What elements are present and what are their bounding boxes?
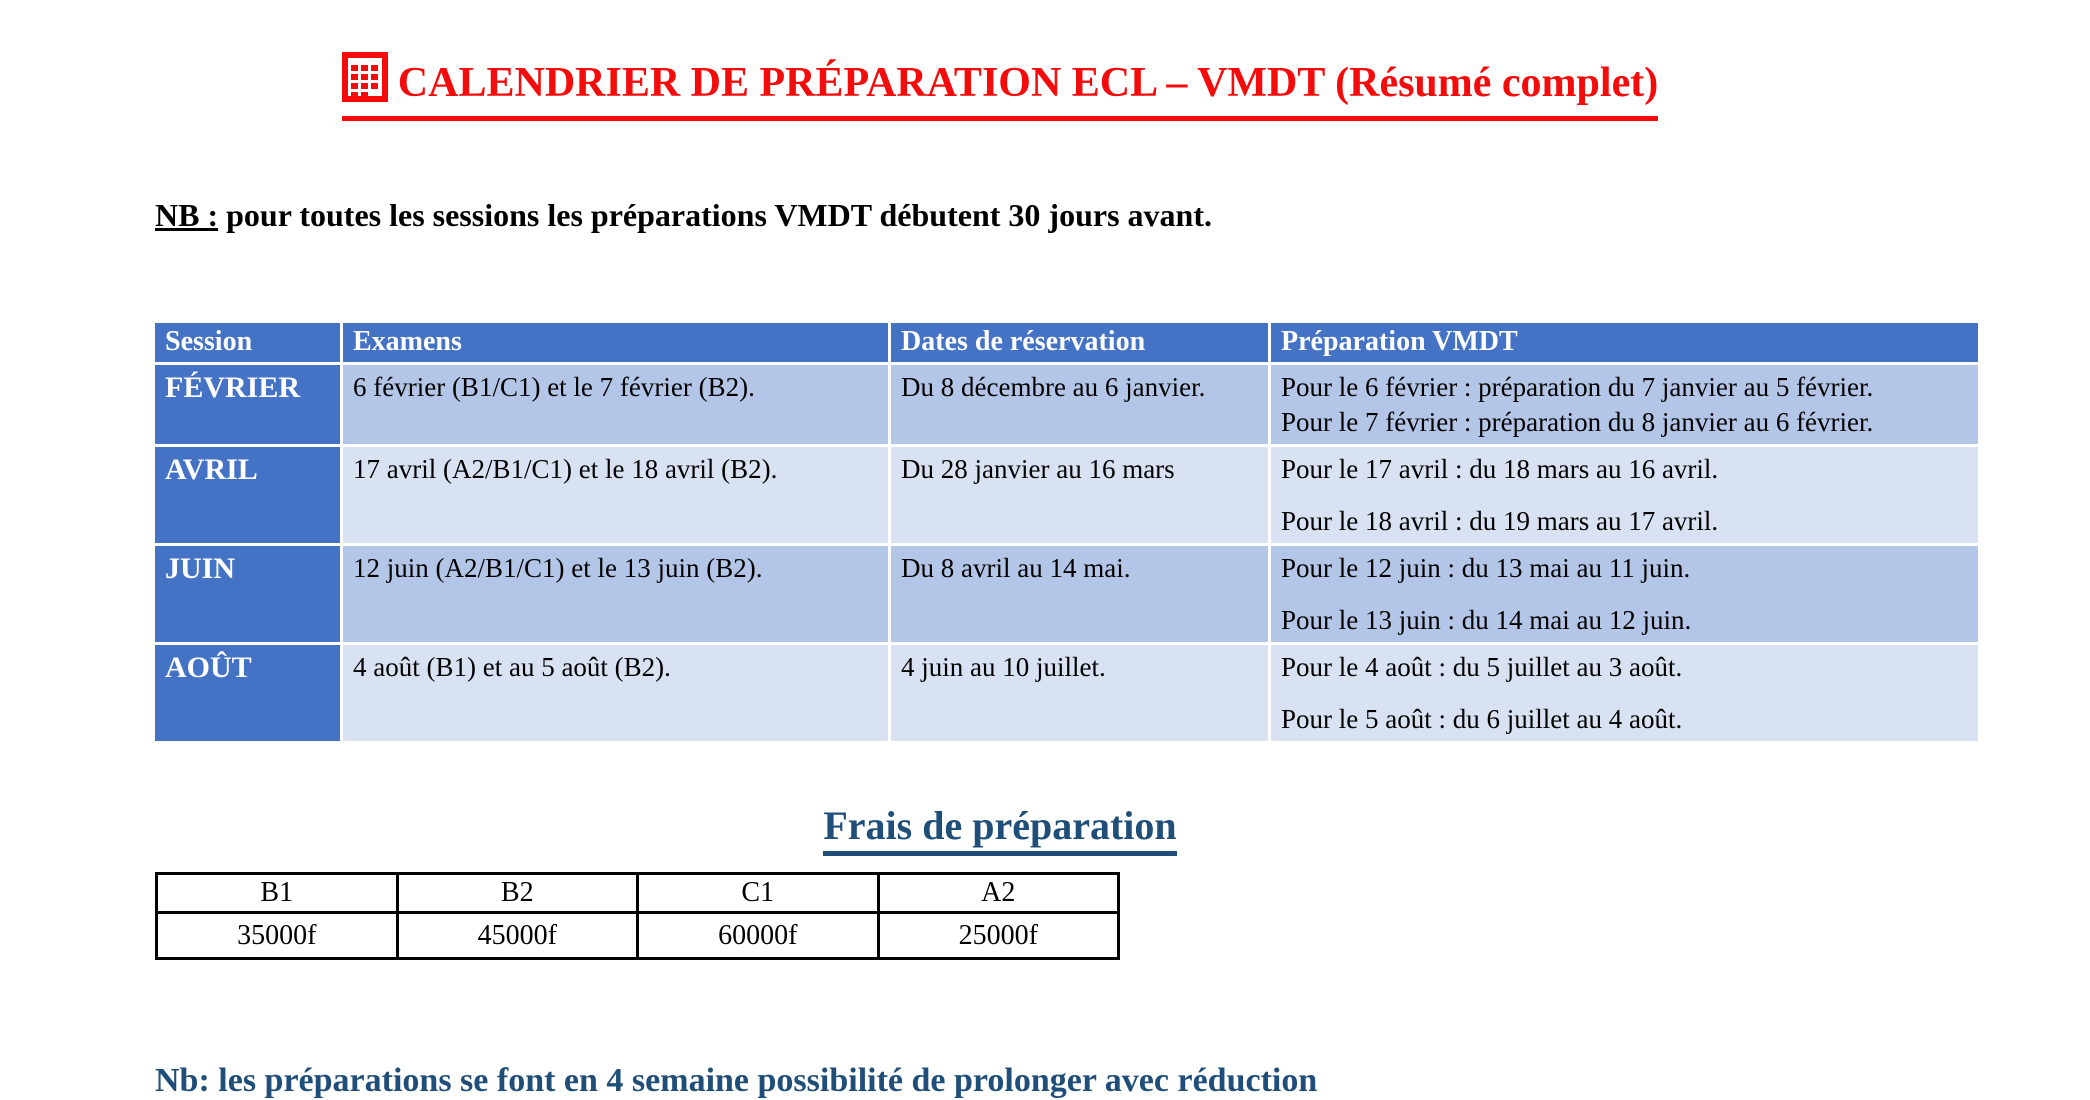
calendar-header-row — [154, 322, 1980, 364]
session-cell: JUIN — [154, 545, 342, 644]
table-row-aout — [154, 644, 1980, 743]
preparation-line: Pour le 13 juin : du 14 mai au 12 juin. — [1281, 605, 1692, 635]
col-header-preparation: Préparation VMDT — [1270, 322, 1980, 364]
col-header-reservation: Dates de réservation — [890, 322, 1270, 364]
table-row-avril — [154, 446, 1980, 545]
reservation-cell: Du 28 janvier au 16 mars — [890, 446, 1270, 545]
fees-heading-wrap — [155, 802, 1845, 856]
examens-cell: 6 février (B1/C1) et le 7 février (B2). — [342, 364, 890, 446]
preparation-cell — [1270, 545, 1980, 644]
calendar-table — [152, 320, 1981, 744]
preparation-line: Pour le 7 février : préparation du 8 janvier au 6 février. — [1281, 407, 1874, 437]
preparation-line: Pour le 17 avril : du 18 mars au 16 avril. — [1281, 454, 1719, 484]
preparation-cell — [1270, 446, 1980, 545]
document-page — [0, 50, 2090, 1099]
fee-amount: 60000f — [638, 913, 879, 959]
fee-amount: 45000f — [397, 913, 638, 959]
reservation-cell: Du 8 décembre au 6 janvier. — [890, 364, 1270, 446]
fee-level: C1 — [638, 874, 879, 913]
examens-cell: 4 août (B1) et au 5 août (B2). — [342, 644, 890, 743]
col-header-examens: Examens — [342, 322, 890, 364]
preparation-line: Pour le 5 août : du 6 juillet au 4 août. — [1281, 704, 1683, 734]
reservation-cell: Du 8 avril au 14 mai. — [890, 545, 1270, 644]
nb-text: pour toutes les sessions les préparations VMDT débutent 30 jours avant. — [218, 197, 1212, 233]
preparation-cell — [1270, 644, 1980, 743]
col-header-session: Session — [154, 322, 342, 364]
preparation-line: Pour le 18 avril : du 19 mars au 17 avril. — [1281, 506, 1719, 536]
fee-level: A2 — [878, 874, 1119, 913]
page-title — [342, 50, 1658, 121]
preparation-line: Pour le 4 août : du 5 juillet au 3 août. — [1281, 652, 1683, 682]
nb-label: NB : — [155, 197, 219, 233]
fee-level: B2 — [397, 874, 638, 913]
footer-note: Nb: les préparations se font en 4 semaine possibilité de prolonger avec réduction — [155, 1062, 1318, 1099]
session-cell: AOÛT — [154, 644, 342, 743]
nb-note — [155, 197, 2090, 234]
table-row-juin — [154, 545, 1980, 644]
fees-header-row — [157, 874, 1119, 913]
examens-cell: 12 juin (A2/B1/C1) et le 13 juin (B2). — [342, 545, 890, 644]
fee-amount: 25000f — [878, 913, 1119, 959]
fee-level: B1 — [157, 874, 398, 913]
fees-heading: Frais de préparation — [823, 802, 1176, 856]
table-row-fevrier — [154, 364, 1980, 446]
examens-cell: 17 avril (A2/B1/C1) et le 18 avril (B2). — [342, 446, 890, 545]
page-title-text: CALENDRIER DE PRÉPARATION ECL – VMDT (Résumé complet) — [397, 60, 1659, 106]
fees-table — [155, 872, 1120, 960]
calendar-icon — [342, 50, 388, 113]
preparation-cell — [1270, 364, 1980, 446]
preparation-line: Pour le 12 juin : du 13 mai au 11 juin. — [1281, 553, 1691, 583]
session-cell: AVRIL — [154, 446, 342, 545]
session-cell: FÉVRIER — [154, 364, 342, 446]
reservation-cell: 4 juin au 10 juillet. — [890, 644, 1270, 743]
fees-value-row — [157, 913, 1119, 959]
title-wrap — [155, 50, 1845, 121]
preparation-line: Pour le 6 février : préparation du 7 janvier au 5 février. — [1281, 372, 1874, 402]
fee-amount: 35000f — [157, 913, 398, 959]
